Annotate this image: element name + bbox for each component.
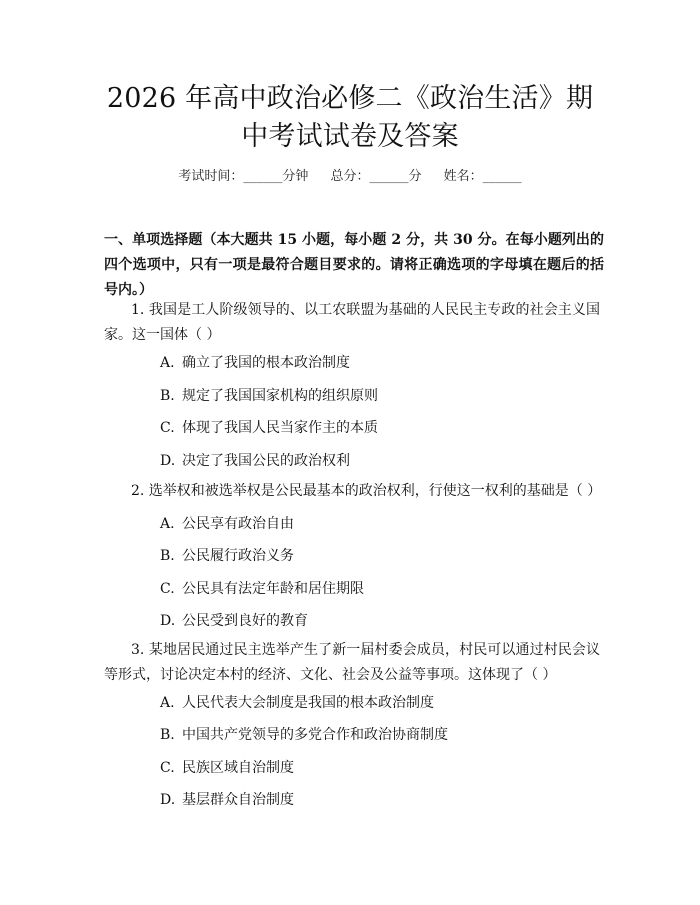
question-stem: 2. 选举权和被选举权是公民最基本的政治权利，行使这一权利的基础是（ ） <box>131 483 602 499</box>
option-item <box>160 790 580 810</box>
option-letter: D. <box>160 453 176 469</box>
option-letter: B. <box>160 727 175 743</box>
exam-meta <box>0 168 700 186</box>
option-letter: C. <box>160 760 175 776</box>
student-name: 姓名：______ <box>443 169 522 184</box>
question-stem: 1. 我国是工人阶级领导的、以工农联盟为基础的人民民主专政的社会主义国家。这一国体（ ） <box>104 302 600 343</box>
section-heading: 一、单项选择题（本大题共 15 小题，每小题 2 分，共 30 分。在每小题列出的四个选项中，只有一项是最符合题目要求的。请将正确选项的字母填在题后的括号内。） <box>104 232 604 298</box>
option-text: 民族区域自治制度 <box>182 760 294 776</box>
option-item <box>160 451 580 471</box>
option-text: 规定了我国国家机构的组织原则 <box>182 388 378 404</box>
question-stem: 3. 某地居民通过民主选举产生了新一届村委会成员，村民可以通过村民会议等形式，讨论决定本村的经济、文化、社会及公益等事项。这体现了（ ） <box>104 642 600 683</box>
total-score: 总分：______分 <box>330 169 422 184</box>
option-text: 公民享有政治自由 <box>182 516 294 532</box>
option-item <box>160 579 580 599</box>
option-item <box>160 758 580 778</box>
option-item <box>160 693 580 713</box>
option-letter: A. <box>160 516 175 532</box>
option-item <box>160 386 580 406</box>
option-letter: D. <box>160 792 176 808</box>
option-item <box>160 611 580 631</box>
option-text: 公民履行政治义务 <box>182 548 294 564</box>
option-letter: D. <box>160 613 176 629</box>
option-letter: C. <box>160 581 175 597</box>
option-letter: B. <box>160 548 175 564</box>
option-text: 基层群众自治制度 <box>182 792 294 808</box>
exam-time: 考试时间：______分钟 <box>178 169 309 184</box>
option-letter: B. <box>160 388 175 404</box>
option-item <box>160 725 580 745</box>
option-letter: A. <box>160 695 175 711</box>
option-item <box>160 418 580 438</box>
option-letter: A. <box>160 355 175 371</box>
option-item <box>160 546 580 566</box>
option-text: 公民受到良好的教育 <box>182 613 308 629</box>
option-text: 中国共产党领导的多党合作和政治协商制度 <box>182 727 448 743</box>
option-item <box>160 514 580 534</box>
option-text: 确立了我国的根本政治制度 <box>182 355 350 371</box>
option-text: 体现了我国人民当家作主的本质 <box>182 420 378 436</box>
option-text: 公民具有法定年龄和居住期限 <box>182 581 364 597</box>
option-text: 人民代表大会制度是我国的根本政治制度 <box>182 695 434 711</box>
option-text: 决定了我国公民的政治权利 <box>182 453 350 469</box>
option-item <box>160 353 580 373</box>
exam-title: 2026 年高中政治必修二《政治生活》期中考试试卷及答案 <box>106 83 594 152</box>
option-letter: C. <box>160 420 175 436</box>
